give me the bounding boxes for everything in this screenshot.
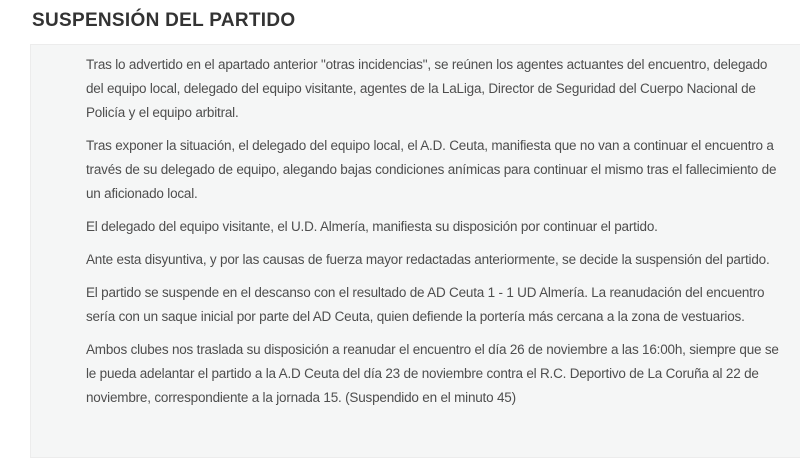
report-paragraph-visiting-team-statement: El delegado del equipo visitante, el U.D. Almería, manifiesta su disposición por continuar el partido. [86,219,658,234]
report-paragraph-suspension-decision: Ante esta disyuntiva, y por las causas de fuerza mayor redactadas anteriormente, se decide la suspensión del partido. [86,252,770,267]
report-paragraph-local-team-statement: Tras exponer la situación, el delegado del equipo local, el A.D. Ceuta, manifiesta que no van a continuar el encuentro a través de su delegado de equipo, alegando bajas condiciones anímicas para continuar el mismo tras el fallecimiento de un aficionado local. [86,138,777,201]
report-paragraph-reschedule-proposal: Ambos clubes nos traslada su disposición a reanudar el encuentro el día 26 de noviembre a las 16:00h, siempre que se le pueda adelantar el partido a la A.D Ceuta del día 23 de noviembre contra el R.C. Deportivo de La Coruña al 22 de noviembre, correspondiente a la jornada 15. (Suspendido en el minuto 45) [86,342,779,405]
page-title: SUSPENSIÓN DEL PARTIDO [32,10,296,31]
report-quote-panel [30,44,800,458]
report-paragraph-score-and-resumption: El partido se suspende en el descanso con el resultado de AD Ceuta 1 - 1 UD Almería. La reanudación del encuentro sería con un saque inicial por parte del AD Ceuta, quien defiende la portería más cercana a la zona de vestuarios. [86,285,765,324]
report-paragraph-incidents: Tras lo advertido en el apartado anterior "otras incidencias", se reúnen los agentes actuantes del encuentro, delegado del equipo local, delegado del equipo visitante, agentes de la LaLiga, Director de Seguridad del Cuerpo Nacional de Policía y el equipo arbitral. [86,57,768,120]
